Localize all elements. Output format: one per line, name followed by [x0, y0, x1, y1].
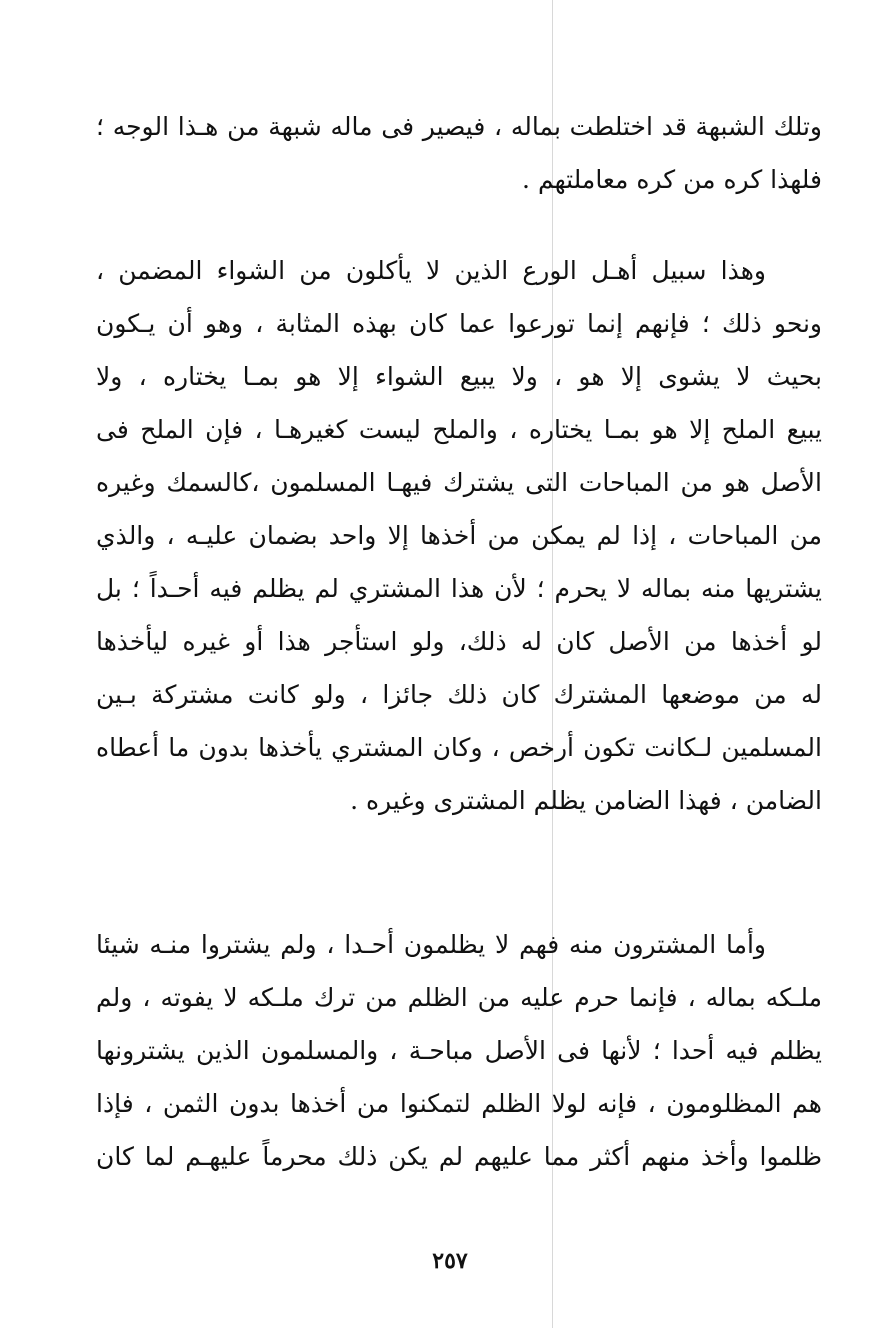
- paragraph-1: [96, 100, 822, 206]
- text-line: يظلم فيه أحدا ؛ لأنها فى الأصل مباحـة ، والمسلمون الذين يشترونها: [96, 1036, 822, 1065]
- text-line: لو أخذها من الأصل كان له ذلك، ولو استأجر هذا أو غيره ليأخذها: [96, 627, 822, 656]
- text-line: وتلك الشبهة قد اختلطت بماله ، فيصير فى ماله شبهة من هـذا الوجه ؛: [96, 112, 822, 141]
- text-line: يشتريها منه بماله لا يحرم ؛ لأن هذا المشتري لم يظلم فيه أحـداً ؛ بل: [96, 574, 822, 603]
- paragraph-3: [96, 918, 822, 1183]
- text-line: له من موضعها المشترك كان ذلك جائزا ، ولو كانت مشتركة بـين: [96, 680, 822, 709]
- text-line: ملـكه بماله ، فإنما حرم عليه من الظلم من ترك ملـكه لا يفوته ، ولم: [96, 983, 822, 1012]
- text-line: من المباحات ، إذا لم يمكن من أخذها إلا واحد بضمان عليـه ، والذي: [96, 521, 822, 550]
- text-line: وأما المشترون منه فهم لا يظلمون أحـدا ، ولم يشتروا منـه شيئا: [96, 930, 766, 959]
- text-line: الأصل هو من المباحات التى يشترك فيهـا المسلمون ،كالسمك وغيره: [96, 468, 822, 497]
- text-line: بحيث لا يشوى إلا هو ، ولا يبيع الشواء إلا هو بمـا يختاره ، ولا: [96, 362, 822, 391]
- text-line: الضامن ، فهذا الضامن يظلم المشترى وغيره .: [350, 786, 822, 815]
- text-line: ظلموا وأخذ منهم أكثر مما عليهم لم يكن ذلك محرماً عليهـم لما كان: [96, 1142, 822, 1171]
- text-line: وهذا سبيل أهـل الورع الذين لا يأكلون من الشواء المضمن ،: [96, 256, 766, 285]
- text-line: المسلمين لـكانت تكون أرخص ، وكان المشتري يأخذها بدون ما أعطاه: [96, 733, 822, 762]
- page-number: ٢٥٧: [432, 1248, 468, 1274]
- paragraph-2: [96, 244, 822, 827]
- text-line: هم المظلومون ، فإنه لولا الظلم لتمكنوا من أخذها بدون الثمن ، فإذا: [96, 1089, 822, 1118]
- text-line: ونحو ذلك ؛ فإنهم إنما تورعوا عما كان بهذه المثابة ، وهو أن يـكون: [96, 309, 822, 338]
- text-line: فلهذا كره من كره معاملتهم .: [522, 165, 822, 194]
- text-line: يبيع الملح إلا هو بمـا يختاره ، والملح ليست كغيرهـا ، فإن الملح فى: [96, 415, 822, 444]
